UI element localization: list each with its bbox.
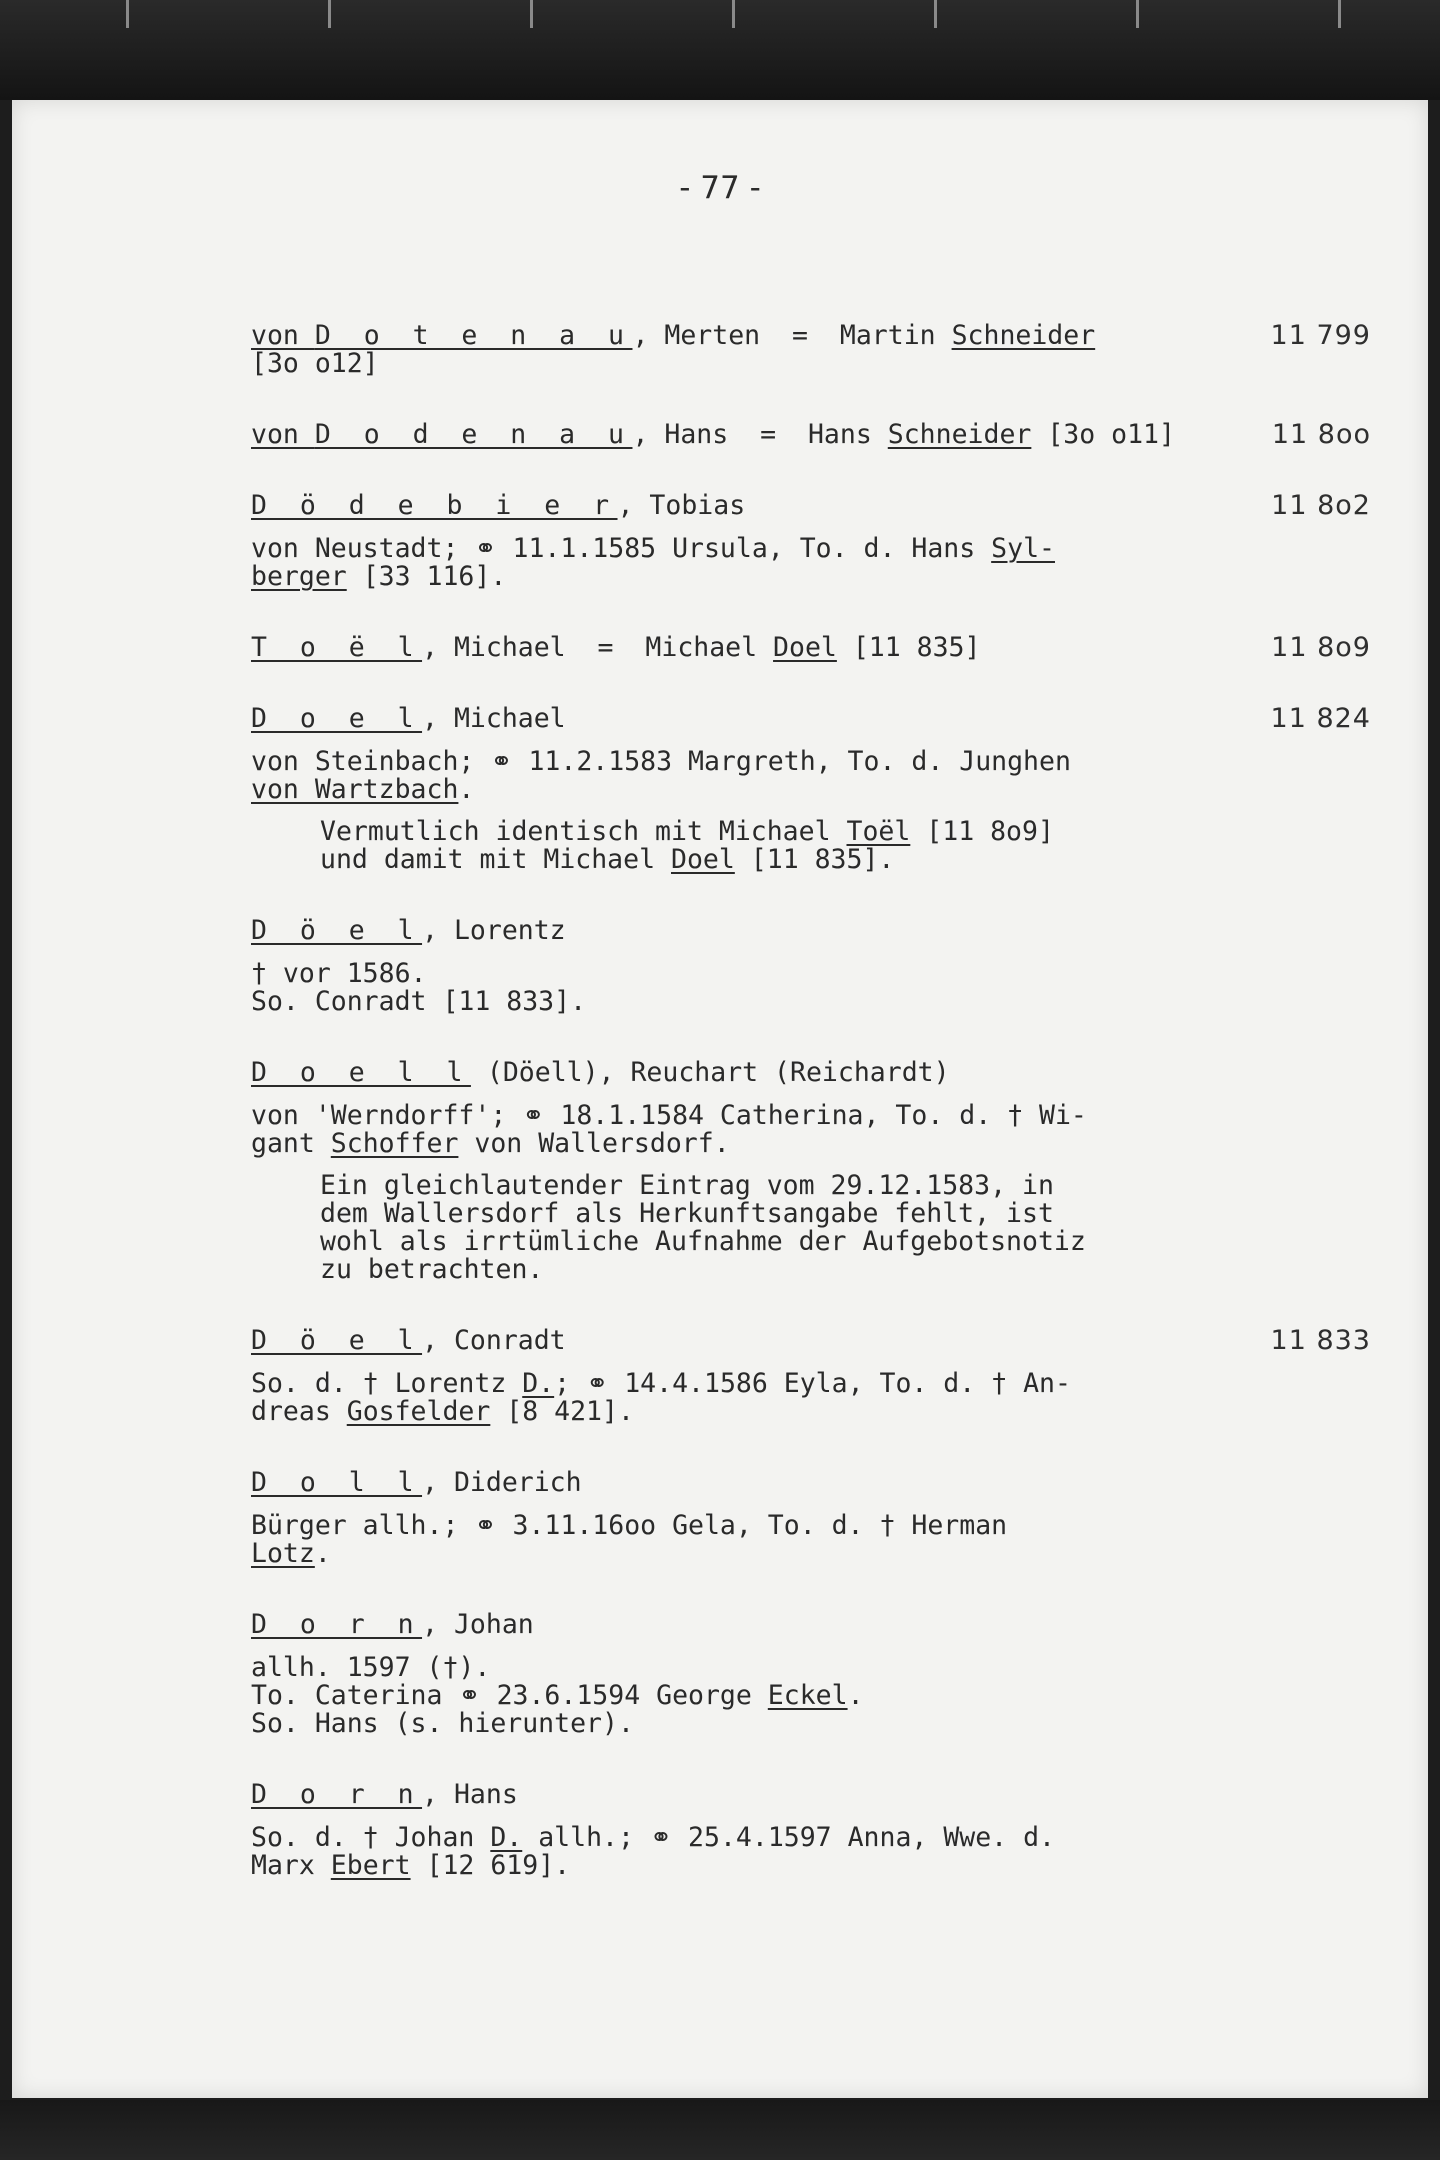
entry-surname: T o ë l xyxy=(251,632,423,663)
entry-heading xyxy=(251,705,1371,733)
entry-text: Marx xyxy=(251,1850,331,1881)
note-line: wohl als irrtümliche Aufnahme der Aufgebotsnotiz xyxy=(320,1226,1086,1257)
entry-heading-rest: , Diderich xyxy=(422,1467,582,1498)
entry-body-line: allh. 1597 (†). xyxy=(251,1652,491,1683)
note-line: dem Wallersdorf als Herkunftsangabe fehlt, ist xyxy=(320,1198,1054,1229)
entry-body-line: von Steinbach; ⚭ 11.2.1583 Margreth, To. d. Junghen xyxy=(251,746,1071,777)
page-number: - 77 - xyxy=(679,170,761,206)
entry-heading-tail: [11 835] xyxy=(836,632,981,663)
register-entry xyxy=(251,705,1371,874)
entry-number: 11 8o9 xyxy=(1271,632,1371,663)
register-entry xyxy=(251,634,1371,662)
entry-number: 11 799 xyxy=(1270,320,1371,351)
entry-surname: D o r n xyxy=(251,1609,423,1640)
entry-text: ; ⚭ 14.4.1586 Eyla, To. d. † An- xyxy=(554,1368,1071,1399)
register-entry xyxy=(251,1611,1371,1738)
entry-text: To. Caterina ⚭ 23.6.1594 George xyxy=(251,1680,768,1711)
entry-body-line xyxy=(251,563,1371,591)
entry-heading-tail: [3o o11] xyxy=(1031,419,1175,450)
entry-heading xyxy=(251,917,1371,945)
entry-text: . xyxy=(847,1680,864,1711)
entry-number: 11 8o2 xyxy=(1271,490,1371,521)
note-line: Ein gleichlautender Eintrag vom 29.12.1583, in xyxy=(320,1170,1054,1201)
entry-text: von Neustadt; ⚭ 11.1.1585 Ursula, To. d. Hans xyxy=(251,533,992,564)
entry-text: gant xyxy=(251,1128,331,1159)
entry-text: [12 619]. xyxy=(410,1850,571,1881)
register-entry xyxy=(251,917,1371,1016)
underlined-name: Doel xyxy=(671,844,735,875)
entry-body-line xyxy=(251,1682,1371,1710)
scan-tick xyxy=(126,0,129,28)
note-text: [11 8o9] xyxy=(910,816,1054,847)
entry-body xyxy=(251,1512,1371,1568)
cross-reference-name: Schneider xyxy=(887,419,1032,450)
entry-heading xyxy=(251,1469,1371,1497)
entry-heading xyxy=(251,421,1371,449)
entry-heading-rest: , Johan xyxy=(422,1609,534,1640)
scan-border-bottom xyxy=(0,2100,1440,2160)
scan-tick xyxy=(934,0,937,28)
entry-heading-rest: , Merten = Martin xyxy=(632,320,952,351)
note-text: [11 835]. xyxy=(734,844,895,875)
entry-text: dreas xyxy=(251,1396,347,1427)
entry-body-line xyxy=(251,1130,1371,1158)
entry-body-line: Bürger allh.; ⚭ 3.11.16oo Gela, To. d. † Herman xyxy=(251,1510,1008,1541)
entry-heading xyxy=(251,1327,1371,1355)
entry-heading-rest: , Michael = Michael xyxy=(422,632,774,663)
underlined-name: Gosfelder xyxy=(346,1396,491,1427)
entry-text: . xyxy=(458,774,475,805)
scan-tick xyxy=(530,0,533,28)
note-text: und damit mit Michael xyxy=(320,844,671,875)
entry-body xyxy=(251,1102,1371,1158)
entry-body-line: So. Hans (s. hierunter). xyxy=(251,1708,634,1739)
entry-body-line xyxy=(251,535,1371,563)
entry-heading xyxy=(251,634,1371,662)
entry-note xyxy=(320,1172,1371,1284)
cross-reference-name: Schneider xyxy=(951,320,1096,351)
register-entry xyxy=(251,322,1371,378)
entry-body xyxy=(251,535,1371,591)
entry-heading xyxy=(251,322,1371,350)
entry-text: [8 421]. xyxy=(490,1396,634,1427)
entry-body xyxy=(251,1654,1371,1738)
underlined-name: Lotz xyxy=(251,1538,315,1569)
entry-text: So. d. † Lorentz xyxy=(251,1368,523,1399)
underlined-name: D. xyxy=(490,1822,523,1853)
register-entry xyxy=(251,1059,1371,1284)
register-entry xyxy=(251,421,1371,449)
entry-surname: D o t e n a u xyxy=(314,320,633,351)
note-line xyxy=(320,818,1371,846)
entry-body-line: † vor 1586. xyxy=(251,958,427,989)
entry-number: 11 833 xyxy=(1270,1325,1371,1356)
entry-body xyxy=(251,1370,1371,1426)
underlined-name: Syl- xyxy=(991,533,1055,564)
underlined-name: berger xyxy=(251,561,347,592)
entry-heading-rest: , Michael xyxy=(422,703,566,734)
entry-heading-rest: , Hans = Hans xyxy=(632,419,888,450)
entry-surname: D o e l xyxy=(251,703,423,734)
entry-body-line xyxy=(251,1540,1371,1568)
entry-body-line xyxy=(251,1824,1371,1852)
register-entries xyxy=(251,322,1371,1923)
entry-surname: D o e l l xyxy=(251,1057,471,1088)
register-entry xyxy=(251,492,1371,591)
entry-surname: D o d e n a u xyxy=(314,419,633,450)
entry-heading-rest: , Tobias xyxy=(617,490,746,521)
note-text: Vermutlich identisch mit Michael xyxy=(320,816,847,847)
scan-tick xyxy=(1338,0,1341,28)
entry-body-line xyxy=(251,776,1371,804)
entry-heading-rest: , Hans xyxy=(422,1779,518,1810)
entry-heading xyxy=(251,1059,1371,1087)
entry-heading-prefix: von xyxy=(251,320,315,351)
entry-body xyxy=(251,748,1371,804)
entry-heading-prefix: von xyxy=(251,419,315,450)
entry-surname: D ö e l xyxy=(251,1325,423,1356)
entry-body-line xyxy=(251,1398,1371,1426)
entry-body xyxy=(251,960,1371,1016)
underlined-name: Toël xyxy=(846,816,911,847)
underlined-name: Eckel xyxy=(767,1680,848,1711)
scan-border-top xyxy=(0,0,1440,100)
entry-body-line xyxy=(251,1370,1371,1398)
entry-surname: D o r n xyxy=(251,1779,423,1810)
entry-surname: D ö d e b i e r xyxy=(251,490,618,521)
entry-body-line xyxy=(251,1852,1371,1880)
entry-note xyxy=(320,818,1371,874)
entry-heading xyxy=(251,1611,1371,1639)
entry-heading-rest: , Conradt xyxy=(422,1325,566,1356)
register-entry xyxy=(251,1469,1371,1568)
entry-heading-rest: (Döell), Reuchart (Reichardt) xyxy=(470,1057,950,1088)
scan-tick xyxy=(732,0,735,28)
entry-surname: D ö e l xyxy=(251,915,423,946)
underlined-name: D. xyxy=(522,1368,555,1399)
entry-text: . xyxy=(314,1538,331,1569)
document-page xyxy=(12,100,1428,2098)
scan-tick xyxy=(1136,0,1139,28)
entry-text: So. d. † Johan xyxy=(251,1822,491,1853)
underlined-name: Ebert xyxy=(330,1850,411,1881)
entry-number: 11 824 xyxy=(1270,703,1371,734)
entry-number: 11 8oo xyxy=(1271,419,1371,450)
entry-body xyxy=(251,1824,1371,1880)
register-entry xyxy=(251,1781,1371,1880)
underlined-name: Schoffer xyxy=(330,1128,459,1159)
entry-text: [33 116]. xyxy=(346,561,507,592)
entry-heading-continuation: [3o o12] xyxy=(251,348,379,379)
entry-text: von Wallersdorf. xyxy=(458,1128,730,1159)
entry-body-line: von 'Werndorff'; ⚭ 18.1.1584 Catherina, To. d. † Wi- xyxy=(251,1100,1087,1131)
underlined-name: von Wartzbach xyxy=(251,774,459,805)
cross-reference-name: Doel xyxy=(773,632,837,663)
entry-text: allh.; ⚭ 25.4.1597 Anna, Wwe. d. xyxy=(522,1822,1055,1853)
entry-heading-rest: , Lorentz xyxy=(422,915,566,946)
note-line: zu betrachten. xyxy=(320,1254,544,1285)
scan-tick xyxy=(328,0,331,28)
register-entry xyxy=(251,1327,1371,1426)
entry-surname: D o l l xyxy=(251,1467,423,1498)
entry-heading xyxy=(251,1781,1371,1809)
entry-heading xyxy=(251,492,1371,520)
entry-body-line: So. Conradt [11 833]. xyxy=(251,986,587,1017)
note-line xyxy=(320,846,1371,874)
